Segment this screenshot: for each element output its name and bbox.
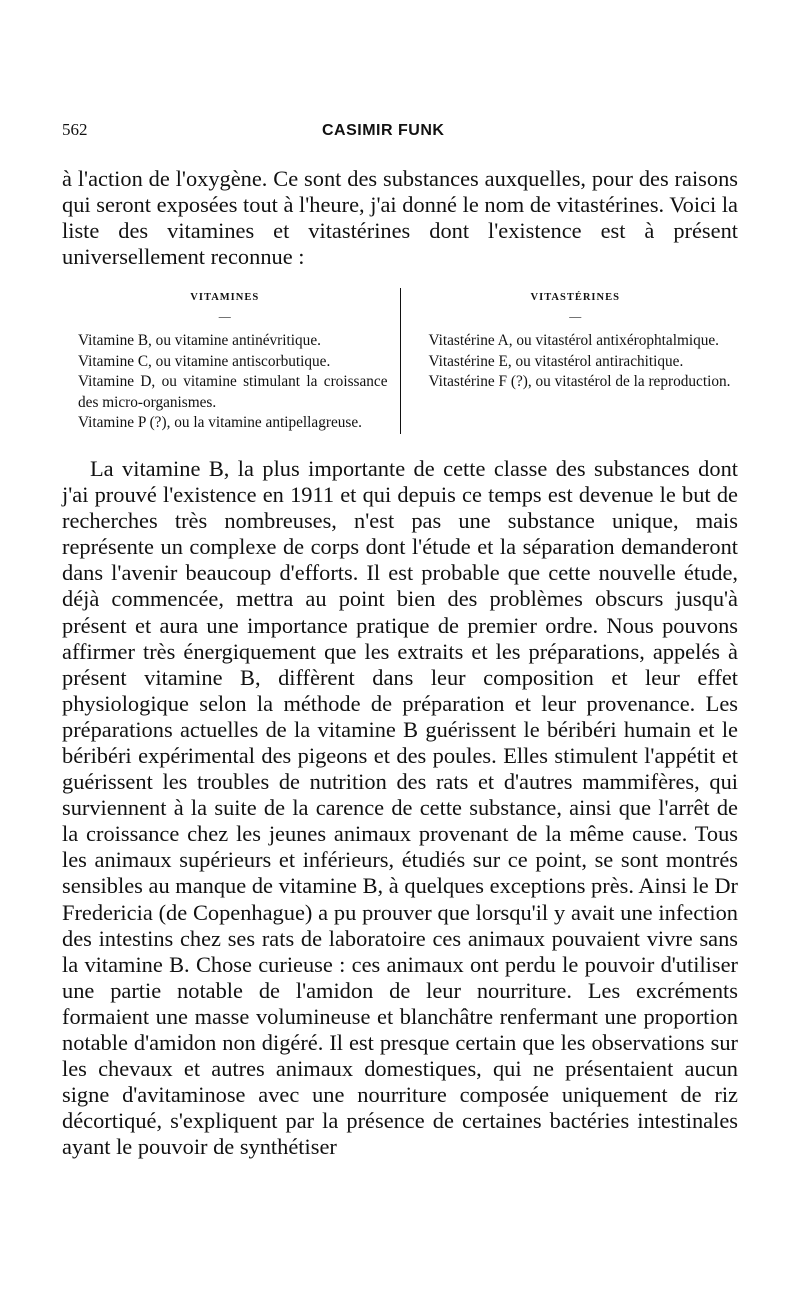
vitamin-entry: Vitamine B, ou vitamine antinévritique. xyxy=(78,331,321,349)
vitamins-list xyxy=(62,331,388,434)
book-page xyxy=(62,120,738,1160)
vitasterines-list xyxy=(413,331,739,393)
main-paragraph: La vitamine B, la plus importante de cette classe des substances dont j'ai prouvé l'existence en 1911 et qui depuis ce temps est devenue le but de recherches très nombreuses, n'est pas une substance unique, mais représente un complexe de corps dont l'étude et la séparation demanderont dans l'avenir beaucoup d'efforts. Il est probable que cette nouvelle étude, déjà commencée, mettra au point bien des problèmes obscurs jusqu'à présent et aura une importance pratique de premier ordre. Nous pouvons affirmer très énergiquement que les extraits et les préparations, appelés à présent vitamine B, diffèrent dans leur composition et leur effet physiologique selon la méthode de préparation et leur provenance. Les préparations actuelles de la vitamine B guérissent le béribéri humain et le béribéri expérimental des pigeons et des poules. Elles stimulent l'appétit et guérissent les troubles de nutrition des rats et d'autres mammifères, qui surviennent à la suite de la carence de cette substance, ainsi que l'arrêt de la croissance chez les jeunes animaux provenant de la même cause. Tous les animaux supérieurs et inférieurs, étudiés sur ce point, se sont montrés sensibles au manque de vitamine B, à quelques exceptions près. Ainsi le Dr Fredericia (de Copenhague) a pu prouver que lorsqu'il y avait une infection des intestins chez ses rats de laboratoire ces animaux pouvaient vivre sans la vitamine B. Chose curieuse : ces animaux ont perdu le pouvoir d'utiliser une partie notable de l'amidon de leur nourriture. Les excréments formaient une masse volumineuse et blanchâtre renfermant une proportion notable d'amidon non digéré. Il est presque certain que les observations sur les chevaux et autres animaux domestiques, qui ne présentaient aucun signe d'avitaminose avec une nourriture composée uniquement de riz décortiqué, s'expliquent par la présence de certaines bactéries intestinales ayant le pouvoir de synthétiser xyxy=(62,455,738,1160)
page-header xyxy=(62,120,738,146)
vitamin-entry: Vitamine C, ou vitamine antiscorbutique. xyxy=(78,352,331,370)
page-number: 562 xyxy=(62,120,88,139)
vitasterines-column xyxy=(400,288,739,434)
running-title: CASIMIR FUNK xyxy=(322,122,445,139)
vitamin-entry: Vitamine P (?), ou la vitamine antipellagreuse. xyxy=(78,414,362,432)
vitasterine-entry: Vitastérine E, ou vitastérol antirachitique. xyxy=(428,352,684,370)
vitasterines-heading-dash: — xyxy=(569,308,582,323)
vitasterine-entry: Vitastérine A, ou vitastérol antixérophtalmique. xyxy=(428,331,719,349)
vitasterines-heading: VITASTÉRINES xyxy=(530,292,620,304)
vitamins-heading: VITAMINES xyxy=(190,292,260,304)
intro-paragraph: à l'action de l'oxygène. Ce sont des substances auxquelles, pour des raisons qui seront exposées tout à l'heure, j'ai donné le nom de vitastérines. Voici la liste des vitamines et vitastérines dont l'existence est à présent universellement reconnue : xyxy=(62,166,738,270)
vitasterine-entry: Vitastérine F (?), ou vitastérol de la reproduction. xyxy=(428,373,731,391)
vitamins-table xyxy=(62,288,738,434)
vitamin-entry: Vitamine D, ou vitamine stimulant la croissance des micro-organismes. xyxy=(78,373,388,411)
vitamins-column xyxy=(62,288,400,434)
vitamins-heading-dash: — xyxy=(218,308,231,323)
